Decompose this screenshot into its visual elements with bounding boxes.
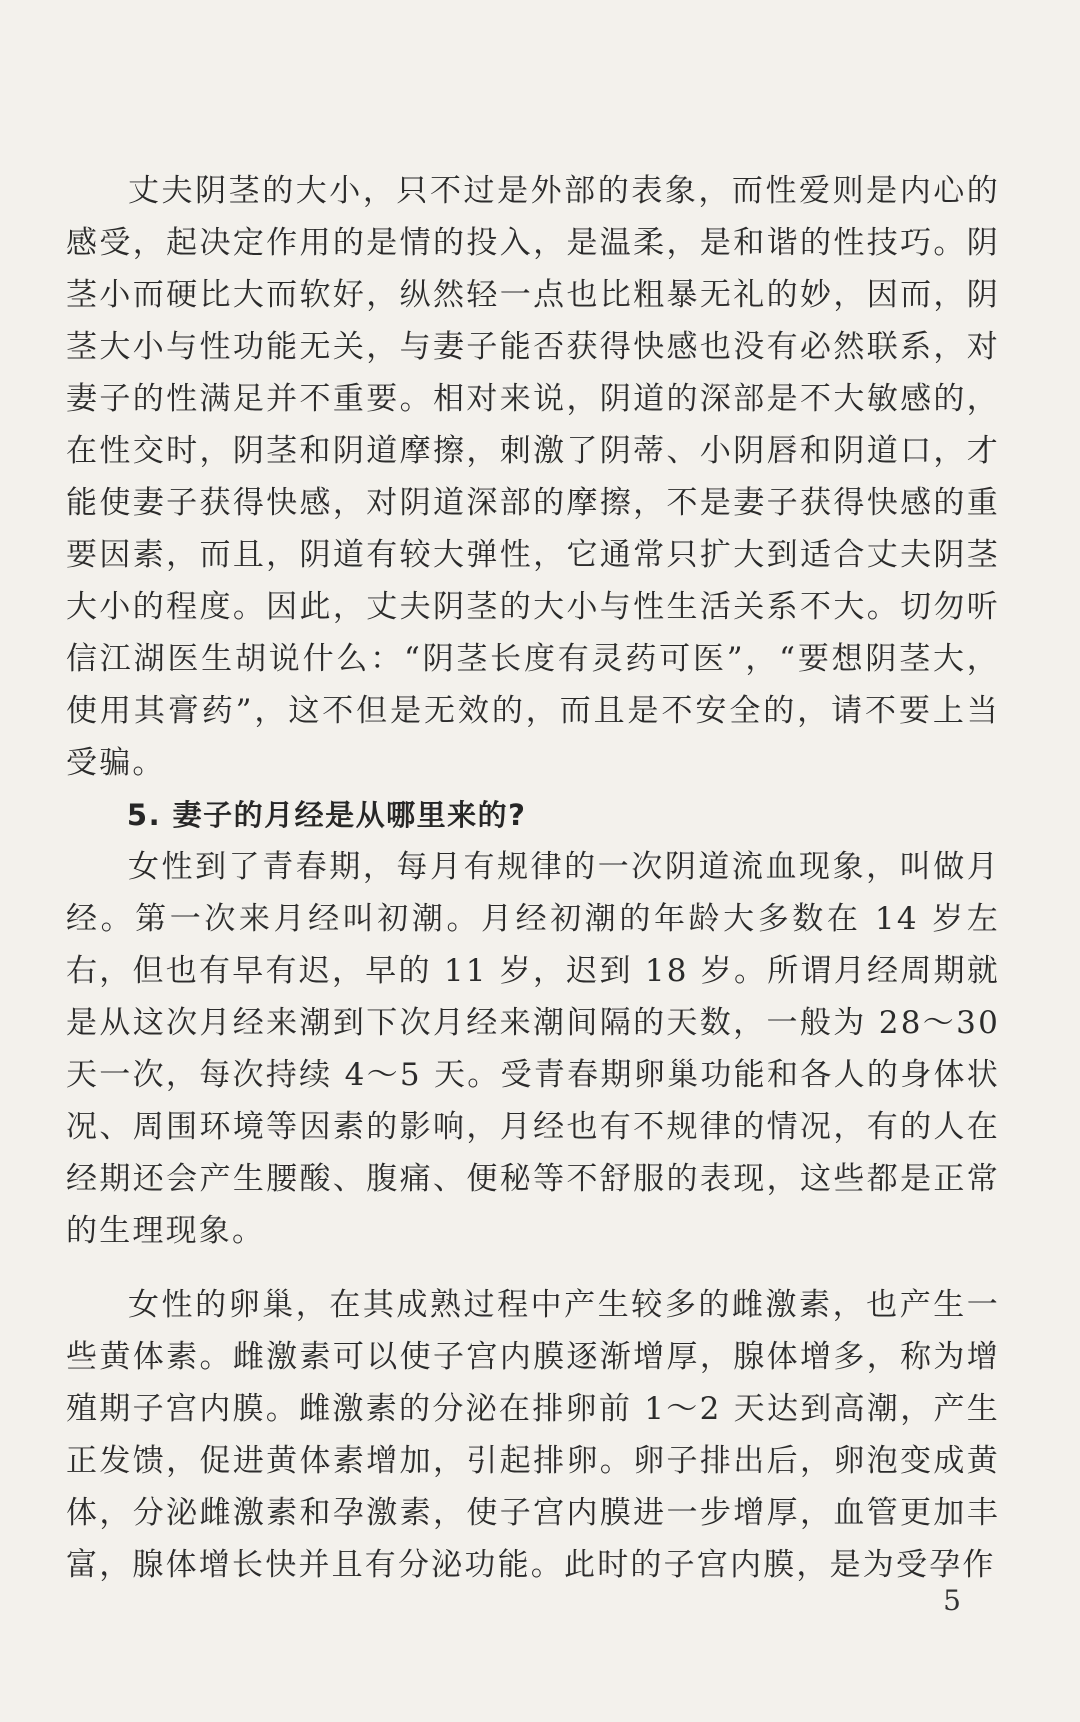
- paragraph-menstruation: 女性到了青春期，每月有规律的一次阴道流血现象，叫做月经。第一次来月经叫初潮。月经初潮的年龄大多数在 14 岁左右，但也有早有迟，早的 11 岁，迟到 18 岁。所谓月经周期就是从这次月经来潮到下次月经来潮间隔的天数，一般为 28～30 天一次，每次持续 4～5 天。受青春期卵巢功能和各人的身体状况、周围环境等因素的影响，月经也有不规律的情况，有的人在经期还会产生腰酸、腹痛、便秘等不舒服的表现，这些都是正常的生理现象。: [66, 849, 1000, 1249]
- section-heading-menstruation: 5. 妻子的月经是从哪里来的?: [126, 798, 527, 832]
- paragraph-penis-size: 丈夫阴茎的大小，只不过是外部的表象，而性爱则是内心的感受，起决定作用的是情的投入，是温柔，是和谐的性技巧。阴茎小而硬比大而软好，纵然轻一点也比粗暴无礼的妙，因而，阴茎大小与性功能无关，与妻子能否获得快感也没有必然联系，对妻子的性满足并不重要。相对来说，阴道的深部是不大敏感的，在性交时，阴茎和阴道摩擦，刺激了阴蒂、小阴唇和阴道口，才能使妻子获得快感，对阴道深部的摩擦，不是妻子获得快感的重要因素，而且，阴道有较大弹性，它通常只扩大到适合丈夫阴茎大小的程度。因此，丈夫阴茎的大小与性生活关系不大。切勿听信江湖医生胡说什么：“阴茎长度有灵药可医”，“要想阴茎大，使用其膏药”，这不但是无效的，而且是不安全的，请不要上当受骗。: [66, 173, 1000, 781]
- page-number: 5: [943, 1584, 961, 1617]
- body-text: [66, 165, 1000, 1591]
- paragraph-ovary-hormones: 女性的卵巢，在其成熟过程中产生较多的雌激素，也产生一些黄体素。雌激素可以使子宫内膜逐渐增厚，腺体增多，称为增殖期子宫内膜。雌激素的分泌在排卵前 1～2 天达到高潮，产生正发馈，促进黄体素增加，引起排卵。卵子排出后，卵泡变成黄体，分泌雌激素和孕激素，使子宫内膜进一步增厚，血管更加丰富，腺体增长快并且有分泌功能。此时的子宫内膜，是为受孕作: [66, 1287, 1000, 1583]
